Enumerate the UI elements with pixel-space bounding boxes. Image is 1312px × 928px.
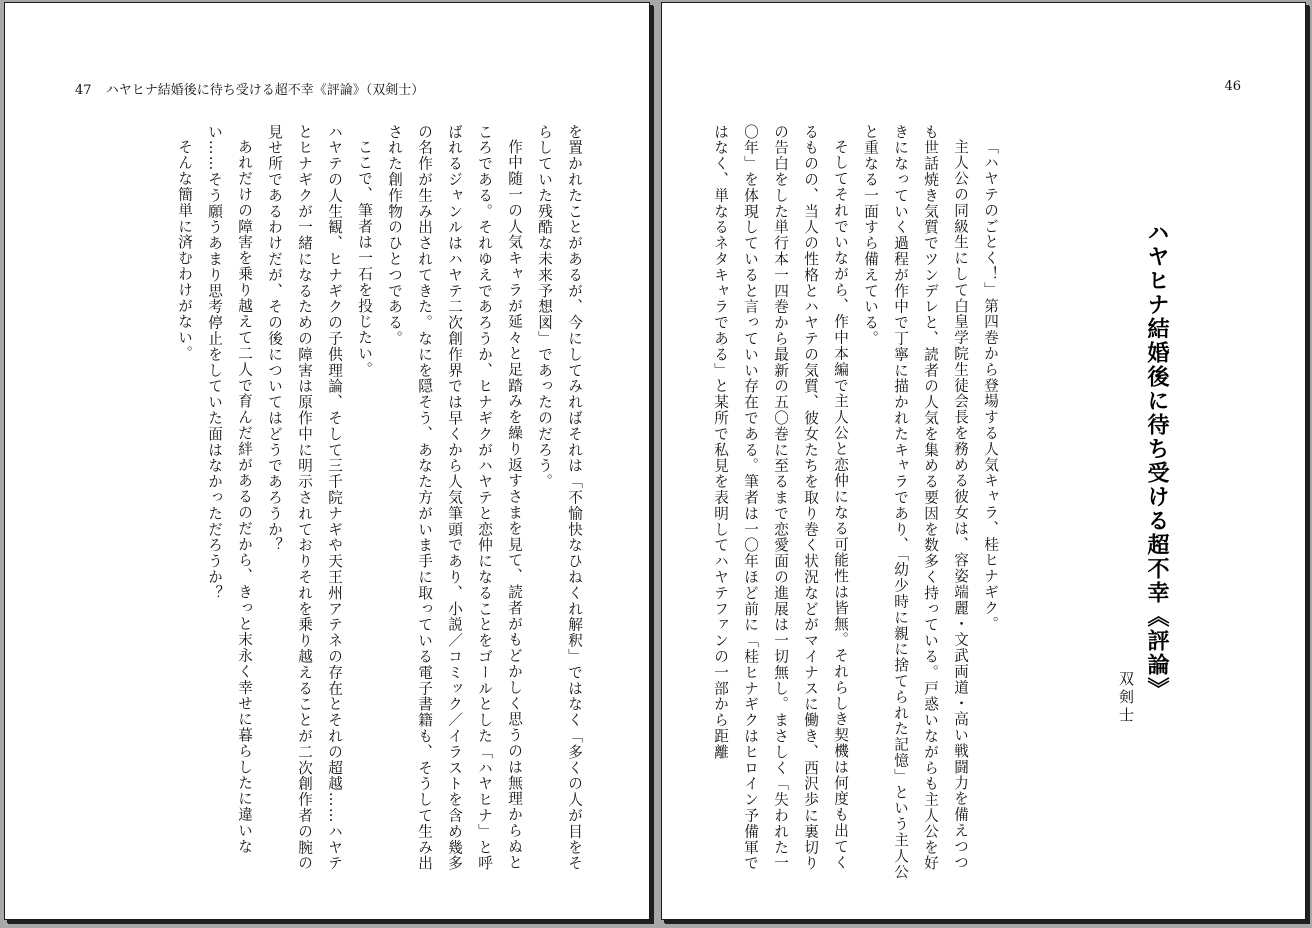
left-page-header (75, 79, 424, 98)
left-running-title: ハヤヒナ結婚後に待ち受ける超不幸《評論》（双剣士） (105, 83, 425, 98)
body-paragraph: 作中随一の人気キャラが延々と足踏みを繰り返すさまを見て、読者がもどかしく思うのは無理からぬところである。それゆえであろうか、ヒナギクがハヤテと恋仲になることをゴールとした「ハヤヒナ」と呼ばれるジャンルはハヤテ二次創作界では早くから人気筆頭であり、小説／コミック／イラストを含め幾多の名作が生み出されてきた。なにを隠そう、あなた方がいま手に取っている電子書籍も、そうして生み出された創作物のひとつである。 (386, 124, 523, 872)
left-page (4, 2, 650, 920)
right-page-header (1224, 79, 1241, 94)
left-page-body (69, 124, 589, 884)
body-paragraph: 「ハヤテのごとく！」第四巻から登場する人気キャラ、桂ヒナギク。 (982, 138, 999, 632)
document-title: ハヤヒナ結婚後に待ち受ける超不幸《評論》 (1144, 221, 1170, 701)
body-paragraph: を置かれたことがあるが、今にしてみればそれは「不愉快なひねくれ解釈」ではなく「多くの人が目をそらしていた残酷な未来予想図」であったのだろう。 (536, 124, 583, 872)
right-page-body (712, 124, 1005, 884)
left-page-number: 47 (75, 83, 92, 98)
body-paragraph: そしてそれでいながら、作中本編で主人公と恋仲になる可能性は皆無。それらしき契機は何度も出てくるものの、当人の性格とハヤテの気質、彼女たちを取り巻く状況などがマイナスに働き、西沢歩に裏切りの告白をした単行本一四巻から最新の五〇巻に至るまで恋愛面の進展は一切無し。まさしく「失われた一〇年」を体現していると言っていい存在である。筆者は一〇年ほど前に「桂ヒナギクはヒロイン予備軍ではなく、単なるネタキャラである」と某所で私見を表明してハヤテファンの一部から距離 (712, 124, 849, 872)
body-paragraph: 主人公の同級生にして白皇学院生徒会長を務める彼女は、容姿端麗・文武両道・高い戦闘力を備えつつも世話焼き気質でツンデレと、読者の人気を集める要因を数多く持っている。戸惑いながらも主人公を好きになっていく過程が作中で丁寧に描かれたキャラであり、「幼少時に親に捨てられた記憶」という主人公と重なる一面すら備えている。 (862, 124, 969, 880)
right-page-number: 46 (1224, 79, 1241, 94)
right-page (661, 2, 1306, 920)
body-paragraph: そんな簡単に済むわけがない。 (176, 138, 193, 362)
document-author: 双剣士 (1117, 671, 1135, 725)
body-paragraph: ハヤテの人生観、ヒナギクの子供理論、そして三千院ナギや天王州アテネの存在とそれの超越……ハヤテとヒナギクが一緒になるための障害は原作中に明示されておりそれを乗り越えることが二次創作者の腕の見せ所であるわけだが、その後についてはどうであろうか？ (266, 124, 343, 872)
body-paragraph: あれだけの障害を乗り越えて二人で育んだ絆があるのだから、きっと末永く幸せに暮らしたに違いない……そう願うあまり思考停止をしていた面はなかっただろうか？ (206, 124, 253, 855)
body-paragraph: ここで、筆者は一石を投じたい。 (356, 138, 373, 378)
